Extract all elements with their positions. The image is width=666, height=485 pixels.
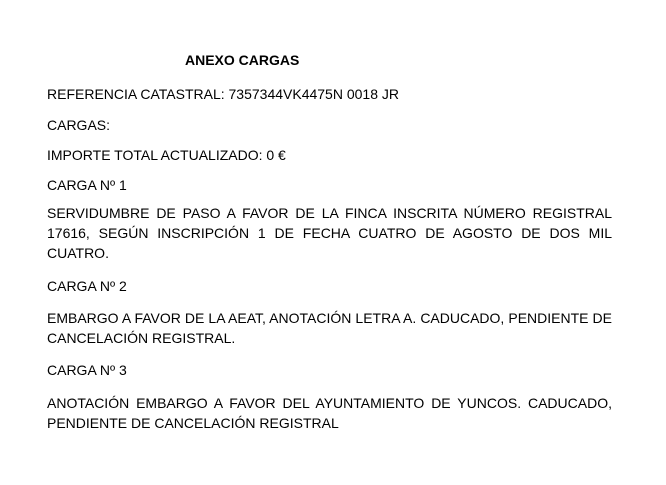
- cargas-label: CARGAS:: [47, 117, 111, 133]
- charge-text-2: EMBARGO A FAVOR DE LA AEAT, ANOTACIÓN LETRA A. CADUCADO, PENDIENTE DE CANCELACIÓN REGISTRAL.: [47, 310, 612, 346]
- document-title: ANEXO CARGAS: [185, 52, 300, 68]
- total-amount: IMPORTE TOTAL ACTUALIZADO: 0 €: [47, 147, 286, 163]
- charge-text-3: ANOTACIÓN EMBARGO A FAVOR DEL AYUNTAMIENTO DE YUNCOS. CADUCADO, PENDIENTE DE CANCELACIÓN REGISTRAL: [47, 395, 612, 431]
- charge-text-1: SERVIDUMBRE DE PASO A FAVOR DE LA FINCA INSCRITA NÚMERO REGISTRAL 17616, SEGÚN INSCRIPCIÓN 1 DE FECHA CUATRO DE AGOSTO DE DOS MIL CUATRO.: [47, 205, 612, 261]
- cadastral-reference: REFERENCIA CATASTRAL: 7357344VK4475N 0018 JR: [47, 86, 399, 102]
- charge-heading-2: CARGA Nº 2: [47, 278, 127, 294]
- charge-heading-3: CARGA Nº 3: [47, 362, 127, 378]
- charge-heading-1: CARGA Nº 1: [47, 177, 127, 193]
